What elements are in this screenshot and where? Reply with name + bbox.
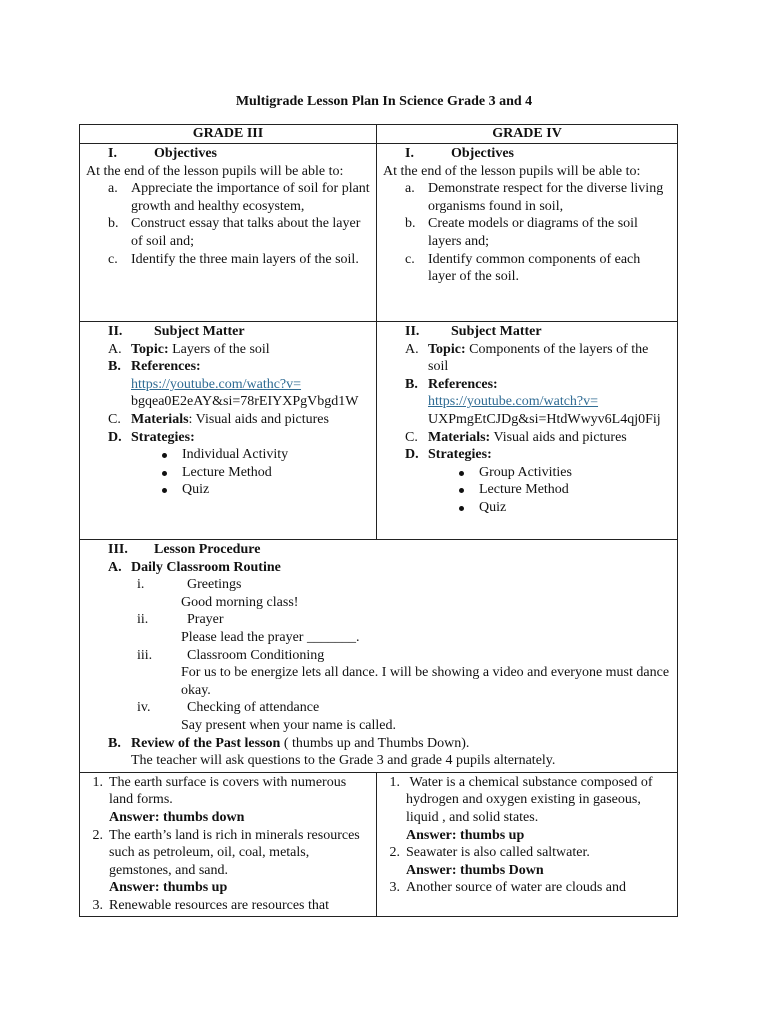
strategy-text: Quiz — [182, 482, 210, 498]
item-marker: B. — [405, 376, 418, 392]
item-marker: a. — [405, 181, 415, 197]
question-item — [83, 897, 372, 915]
topic-label: Topic: — [131, 341, 169, 357]
question-answer: Answer: thumbs up — [406, 827, 525, 843]
lesson-procedure — [80, 540, 678, 773]
section-title: Lesson Procedure — [154, 542, 261, 557]
item-marker: D. — [108, 429, 122, 445]
item-text: Construct essay that talks about the layer of soil and; — [131, 216, 361, 249]
lesson-plan-table — [79, 124, 678, 917]
objective-item — [383, 180, 671, 215]
objective-item — [86, 251, 370, 269]
topic-label: Topic: — [428, 341, 466, 357]
item-marker: D. — [405, 447, 419, 463]
item-marker: C. — [405, 429, 418, 445]
strategy-text: Group Activities — [479, 464, 572, 480]
question-number: 3. — [389, 880, 400, 896]
strategies-list — [86, 446, 370, 499]
strategy-text: Quiz — [479, 499, 507, 515]
questions-row — [80, 772, 678, 917]
daily-routine-label: Daily Classroom Routine — [131, 559, 281, 575]
grade-header-row — [80, 125, 678, 144]
item-marker: A. — [405, 341, 419, 357]
references-label: References: — [428, 376, 498, 392]
grade-3-questions — [80, 772, 377, 917]
question-number: 2. — [389, 845, 400, 861]
bullet-icon — [455, 481, 479, 499]
question-number: 1. — [389, 774, 400, 790]
reference-link[interactable]: https://youtube.com/watch?v= — [428, 394, 599, 410]
materials-line — [86, 411, 370, 429]
procedure-heading — [86, 541, 671, 559]
strategy-item — [158, 464, 370, 482]
item-marker: b. — [405, 216, 416, 232]
item-marker: A. — [108, 341, 122, 357]
item-text: Create models or diagrams of the soil layers and; — [428, 216, 638, 249]
references-label: References: — [131, 359, 201, 375]
grade-4-header: GRADE IV — [377, 125, 678, 144]
bullet-icon — [455, 464, 479, 482]
question-text: Another source of water are clouds and — [406, 880, 627, 896]
question-number: 2. — [92, 827, 103, 843]
lesson-procedure-row — [80, 540, 678, 773]
question-number: 1. — [92, 774, 103, 790]
bullet-icon — [158, 446, 182, 464]
bullet-icon — [455, 499, 479, 517]
review-description-line — [86, 752, 671, 770]
question-text: Renewable resources are resources that — [109, 897, 330, 913]
subject-matter-heading — [86, 323, 370, 341]
routine-item — [131, 647, 671, 665]
item-marker: iii. — [137, 647, 153, 663]
references-line — [86, 358, 370, 376]
objectives-intro: At the end of the lesson pupils will be able to: — [86, 163, 344, 179]
materials-value: Visual aids and pictures — [490, 429, 627, 445]
strategies-list — [383, 464, 671, 517]
item-marker: A. — [108, 559, 122, 575]
question-text: The earth surface is covers with numerous land forms. — [109, 774, 347, 808]
reference-link-rest: bgqea0E2eAY&si=78rEIYXPgVbgd1W — [131, 394, 359, 410]
strategies-line — [383, 446, 671, 464]
objectives-heading — [383, 145, 671, 163]
bullet-icon — [158, 481, 182, 499]
item-text: Appreciate the importance of soil for plant growth and healthy ecosystem, — [131, 181, 370, 214]
section-number: I. — [405, 146, 414, 161]
item-marker: B. — [108, 359, 121, 375]
objectives-list — [383, 180, 671, 286]
strategy-item — [158, 481, 370, 499]
item-marker: i. — [137, 577, 145, 593]
item-marker: ii. — [137, 612, 149, 628]
section-number: III. — [108, 542, 128, 557]
bullet-icon — [158, 464, 182, 482]
strategy-item — [455, 499, 671, 517]
reference-link-rest: UXPmgEtCJDg&si=HtdWwyv6L4qj0Fij — [428, 411, 661, 427]
objectives-list — [86, 180, 370, 268]
strategy-item — [158, 446, 370, 464]
routine-detail: Good morning class! — [181, 594, 299, 610]
strategy-text: Lecture Method — [182, 464, 272, 480]
question-answer: Answer: thumbs Down — [406, 862, 544, 878]
subject-matter-row — [80, 322, 678, 540]
grade-3-header: GRADE III — [80, 125, 377, 144]
question-item — [83, 827, 372, 880]
materials-line — [383, 429, 671, 447]
grade-4-objectives — [377, 144, 678, 322]
routine-title: Classroom Conditioning — [187, 647, 325, 663]
section-number: II. — [108, 324, 123, 339]
grade-3-objectives — [80, 144, 377, 322]
section-title: Subject Matter — [451, 324, 542, 339]
question-text: Water is a chemical substance composed of hydrogen and oxygen existing in gaseous, liquid , and solid states. — [406, 774, 657, 825]
item-marker: c. — [405, 251, 415, 267]
topic-value: Layers of the soil — [172, 341, 270, 357]
routine-detail: Please lead the prayer _______. — [181, 629, 360, 645]
item-text: Demonstrate respect for the diverse living organisms found in soil, — [428, 181, 664, 214]
review-label: Review of the Past lesson — [131, 735, 281, 751]
grade-3-subject-matter — [80, 322, 377, 540]
item-text: Identify the three main layers of the soil. — [131, 251, 359, 267]
topic-line — [86, 341, 370, 359]
question-item — [380, 844, 673, 862]
item-marker: iv. — [137, 700, 151, 716]
reference-url — [86, 376, 370, 411]
strategies-line — [86, 429, 370, 447]
objective-item — [383, 251, 671, 286]
question-text: Seawater is also called saltwater. — [406, 845, 590, 861]
strategy-text: Individual Activity — [182, 447, 289, 463]
objectives-intro: At the end of the lesson pupils will be able to: — [383, 163, 641, 179]
strategy-text: Lecture Method — [479, 482, 569, 498]
section-title: Subject Matter — [154, 324, 245, 339]
item-marker: b. — [108, 216, 119, 232]
question-item — [380, 879, 673, 897]
question-item — [83, 774, 372, 809]
strategy-item — [455, 464, 671, 482]
section-title: Objectives — [451, 146, 514, 161]
materials-label: Materials: — [428, 429, 491, 445]
objective-item — [383, 215, 671, 250]
strategies-label: Strategies: — [428, 447, 492, 463]
subject-matter-heading — [383, 323, 671, 341]
section-title: Objectives — [154, 146, 217, 161]
item-marker: C. — [108, 411, 121, 427]
question-answer: Answer: thumbs up — [109, 880, 228, 896]
document-title: Multigrade Lesson Plan In Science Grade 3 and 4 — [235, 94, 533, 109]
topic-line — [383, 341, 671, 376]
item-marker: c. — [108, 251, 118, 267]
question-answer: Answer: thumbs down — [109, 809, 245, 825]
question-text: The earth’s land is rich in minerals resources such as petroleum, oil, coal, metals, gemstones, and sand. — [109, 827, 360, 878]
materials-value: : Visual aids and pictures — [188, 411, 329, 427]
review-note: ( thumbs up and Thumbs Down). — [280, 735, 470, 751]
routine-item — [131, 611, 671, 629]
daily-routine-heading — [86, 559, 671, 577]
objective-item — [86, 180, 370, 215]
strategy-item — [455, 481, 671, 499]
reference-link[interactable]: https://youtube.com/wathc?v= — [131, 376, 302, 392]
routine-title: Checking of attendance — [187, 700, 320, 716]
strategies-label: Strategies: — [131, 429, 195, 445]
objectives-row — [80, 144, 678, 322]
question-list — [380, 774, 673, 897]
review-heading — [86, 735, 671, 753]
grade-4-questions — [377, 772, 678, 917]
materials-label: Materials — [131, 411, 189, 427]
review-description: The teacher will ask questions to the Grade 3 and grade 4 pupils alternately. — [131, 753, 556, 769]
topic-value: Components of the layers of the soil — [428, 341, 649, 375]
routine-detail: Say present when your name is called. — [181, 717, 396, 733]
reference-url — [383, 393, 671, 428]
references-line — [383, 376, 671, 394]
item-marker: a. — [108, 181, 118, 197]
item-marker: B. — [108, 735, 121, 751]
question-list — [83, 774, 372, 915]
routine-title: Greetings — [187, 577, 242, 593]
question-item — [380, 774, 673, 827]
item-text: Identify common components of each layer of the soil. — [428, 251, 641, 285]
objectives-heading — [86, 145, 370, 163]
routine-list — [86, 576, 671, 734]
section-number: I. — [108, 146, 117, 161]
routine-item — [131, 576, 671, 594]
routine-item — [131, 699, 671, 717]
grade-4-subject-matter — [377, 322, 678, 540]
section-number: II. — [405, 324, 420, 339]
question-number: 3. — [92, 897, 103, 913]
routine-detail: For us to be energize lets all dance. I will be showing a video and everyone must dance okay. — [181, 665, 670, 698]
routine-title: Prayer — [187, 612, 224, 628]
objective-item — [86, 215, 370, 250]
